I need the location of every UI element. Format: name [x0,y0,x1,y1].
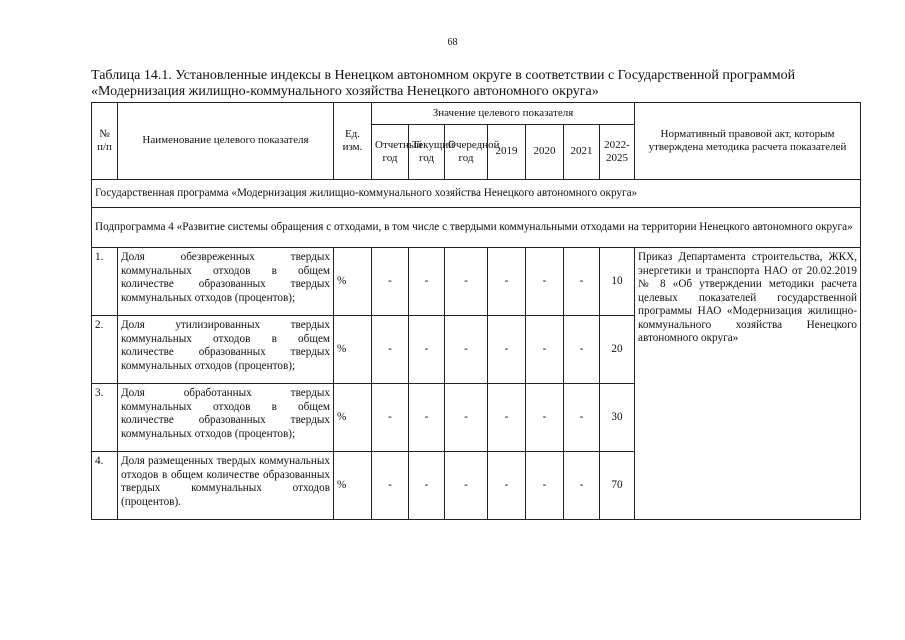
row-2022-2025: 10 [600,248,635,316]
subprogram-row: Подпрограмма 4 «Развитие системы обращения с отходами, в том числе с твердыми коммунальными отходами на территории Ненецкого автономного округа» [92,208,861,248]
row-name: Доля утилизированных твердых коммунальных отходов в общем количестве образованных твердых коммунальных отходов (процентов); [118,316,334,384]
row-2021: - [564,384,600,452]
table-row [92,248,861,316]
row-num: 1. [92,248,118,316]
row-unit: % [334,316,372,384]
row-2019: - [488,248,526,316]
row-2021: - [564,248,600,316]
header-current-year: Текущий год [409,125,445,180]
row-2020: - [526,452,564,520]
row-current: - [409,248,445,316]
row-next: - [445,248,488,316]
row-unit: % [334,452,372,520]
row-unit: % [334,384,372,452]
row-current: - [409,452,445,520]
table-caption: Таблица 14.1. Установленные индексы в Ненецком автономном округе в соответствии с Государственной программой «Модернизация жилищно-коммунального хозяйства Ненецкого автономного округа» [91,68,796,99]
row-name: Доля обработанных твердых коммунальных отходов в общем количестве образованных твердых коммунальных отходов (процентов); [118,384,334,452]
indicators-table [91,102,861,520]
header-name: Наименование целевого показателя [118,103,334,180]
row-reporting: - [372,452,409,520]
row-unit: % [334,248,372,316]
header-next-year: Очередной год [445,125,488,180]
row-reporting: - [372,384,409,452]
row-num: 4. [92,452,118,520]
header-2019: 2019 [488,125,526,180]
row-2020: - [526,316,564,384]
row-next: - [445,452,488,520]
row-2021: - [564,316,600,384]
row-2020: - [526,248,564,316]
page-number: 68 [447,37,458,48]
row-name: Доля обезвреженных твердых коммунальных отходов в общем количестве образованных твердых коммунальных отходов (процентов); [118,248,334,316]
row-next: - [445,384,488,452]
row-current: - [409,384,445,452]
header-values-group: Значение целевого показателя [372,103,635,125]
row-num: 3. [92,384,118,452]
row-reporting: - [372,316,409,384]
legal-act: Приказ Департамента строительства, ЖКХ, энергетики и транспорта НАО от 20.02.2019 № 8 «Об утверждении методики расчета целевых показателей государственной программы НАО «Модернизация жилищно-коммунального хозяйства Ненецкого автономного округа» [635,248,861,520]
header-legal: Нормативный правовой акт, которым утверждена методика расчета показателей [635,103,861,180]
header-reporting-year: Отчетный год [372,125,409,180]
header-2022-2025: 2022-2025 [600,125,635,180]
row-current: - [409,316,445,384]
row-2022-2025: 70 [600,452,635,520]
row-next: - [445,316,488,384]
row-name: Доля размещенных твердых коммунальных отходов в общем количестве образованных твердых коммунальных отходов (процентов). [118,452,334,520]
header-2021: 2021 [564,125,600,180]
row-2021: - [564,452,600,520]
header-num: № п/п [92,103,118,180]
row-reporting: - [372,248,409,316]
row-2020: - [526,384,564,452]
row-2022-2025: 20 [600,316,635,384]
row-num: 2. [92,316,118,384]
program-row: Государственная программа «Модернизация жилищно-коммунального хозяйства Ненецкого автономного округа» [92,180,861,208]
row-2019: - [488,384,526,452]
header-2020: 2020 [526,125,564,180]
header-unit: Ед. изм. [334,103,372,180]
row-2019: - [488,316,526,384]
row-2019: - [488,452,526,520]
row-2022-2025: 30 [600,384,635,452]
